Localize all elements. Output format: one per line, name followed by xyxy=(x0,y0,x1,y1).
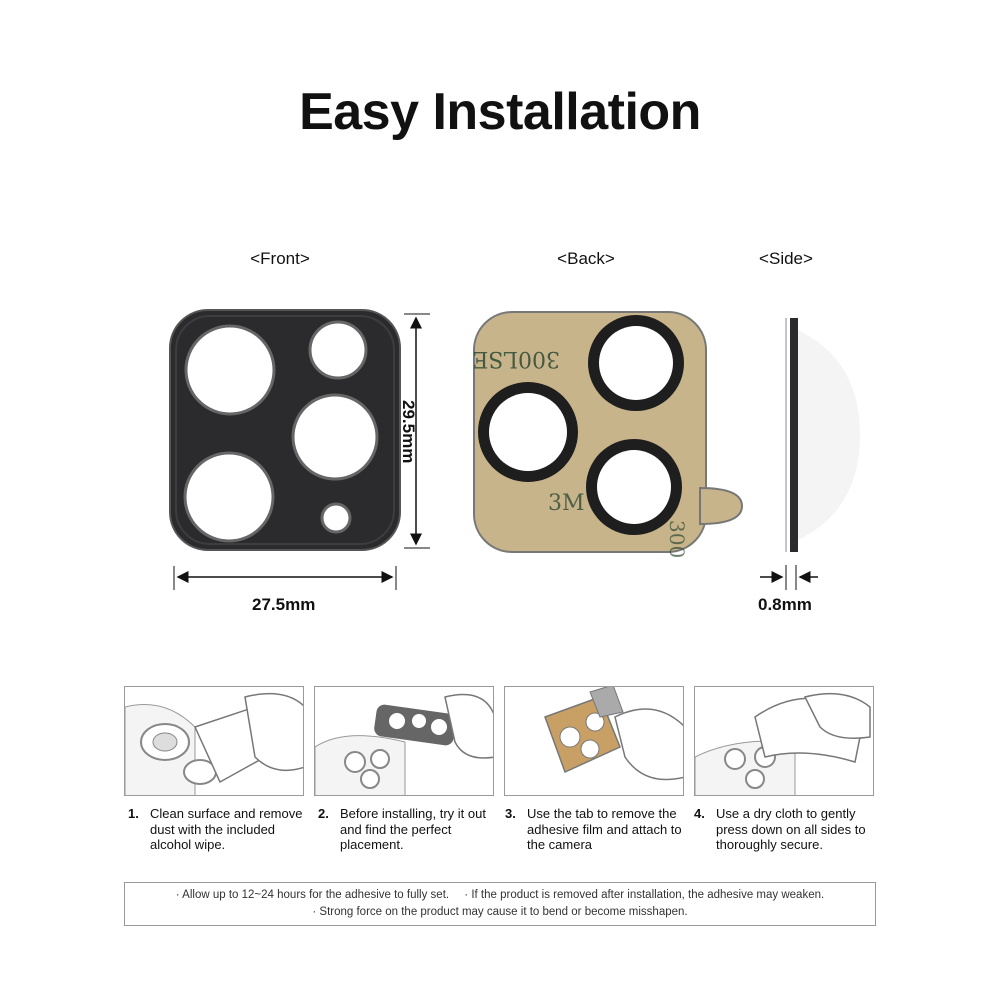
svg-text:3M: 3M xyxy=(548,491,585,516)
step-4-number: 4. xyxy=(694,806,705,821)
step-1-number: 1. xyxy=(128,806,139,821)
step-4-illustration xyxy=(694,686,874,796)
step-2-number: 2. xyxy=(318,806,329,821)
step-1-text: Clean surface and remove dust with the included alcohol wipe. xyxy=(150,806,303,852)
svg-text:300: 300 xyxy=(665,520,689,559)
step-3 xyxy=(505,806,685,853)
page-title: Easy Installation xyxy=(299,83,701,141)
notes-box xyxy=(124,882,876,926)
thickness-dimension-line xyxy=(760,565,818,590)
step-2-illustration xyxy=(314,686,494,796)
thickness-label: 0.8mm xyxy=(758,595,812,614)
front-view-label: <Front> xyxy=(250,249,310,268)
back-view-label: <Back> xyxy=(557,249,615,268)
step-1 xyxy=(128,806,308,853)
note-adhesive-set: · Allow up to 12~24 hours for the adhesive to fully set. xyxy=(175,889,450,901)
side-view-label: <Side> xyxy=(759,249,813,268)
step-3-text: Use the tab to remove the adhesive film and attach to the camera xyxy=(527,806,682,852)
step-3-illustration xyxy=(504,686,684,796)
front-camera-cover xyxy=(170,310,400,550)
svg-text:300LSE: 300LSE xyxy=(472,346,560,371)
step-2-text: Before installing, try it out and find the perfect placement. xyxy=(340,806,486,852)
step-4 xyxy=(694,806,874,853)
width-label: 27.5mm xyxy=(252,595,316,614)
step-4-text: Use a dry cloth to gently press down on all sides to thoroughly secure. xyxy=(716,806,866,852)
side-view xyxy=(786,318,860,552)
note-adhesive-weaken: · If the product is removed after installation, the adhesive may weaken. xyxy=(464,889,825,901)
step-1-illustration xyxy=(124,686,304,796)
note-strong-force: · Strong force on the product may cause it to bend or become misshapen. xyxy=(312,906,688,918)
width-dimension-line xyxy=(174,566,396,590)
back-adhesive-view xyxy=(472,312,742,558)
step-3-number: 3. xyxy=(505,806,516,821)
step-2 xyxy=(318,806,498,853)
height-label: 29.5mm xyxy=(399,400,418,464)
